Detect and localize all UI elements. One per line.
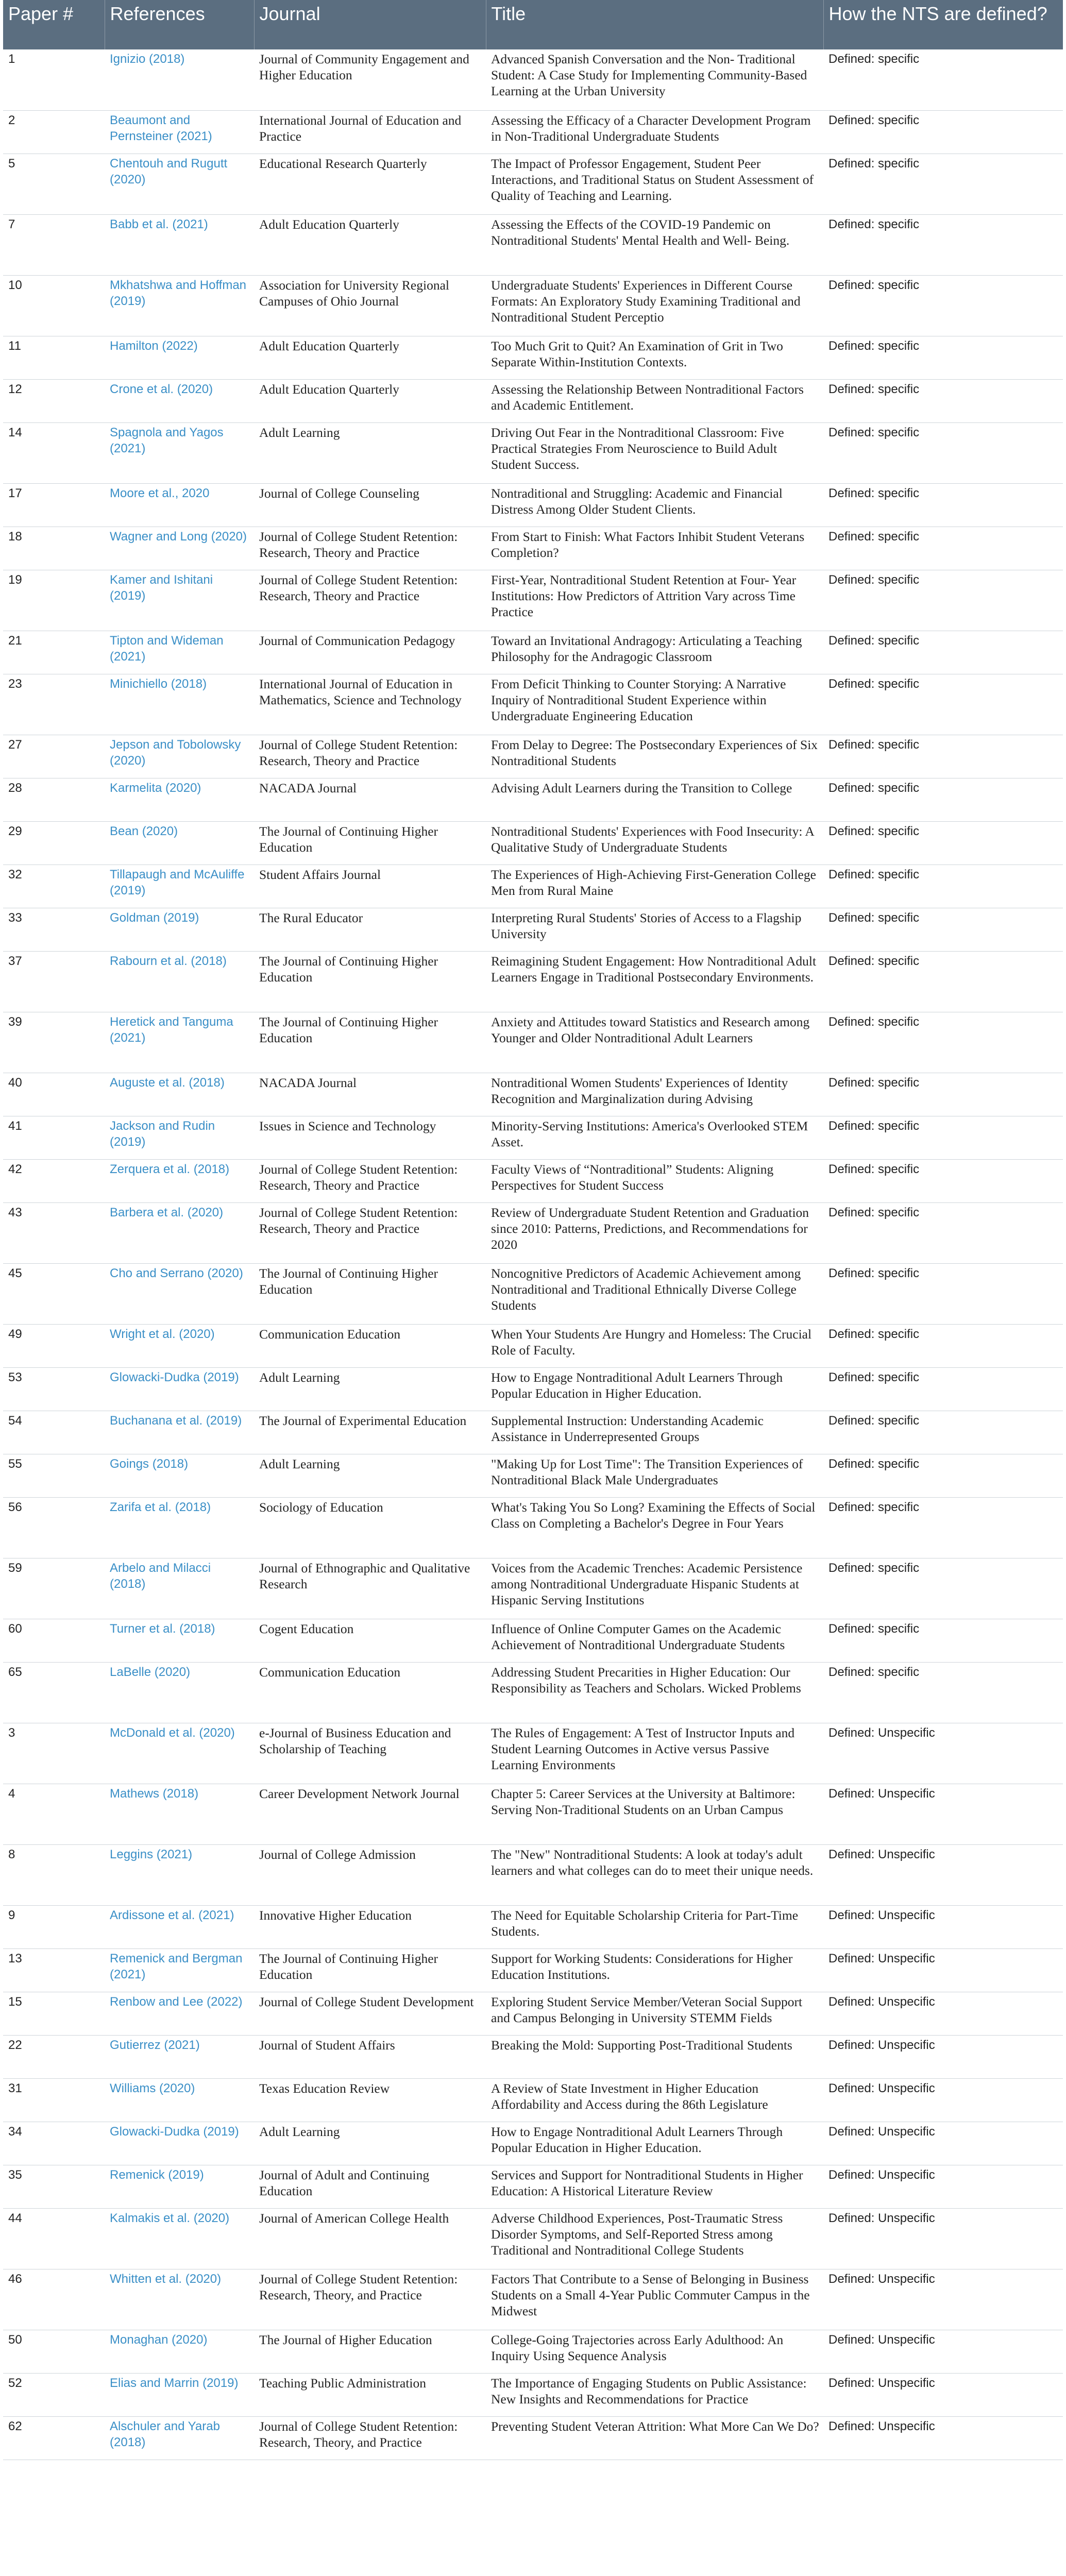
journal-cell: Journal of College Student Retention: Research, Theory and Practice: [254, 1159, 486, 1202]
reference-link[interactable]: Zerquera et al. (2018): [105, 1159, 254, 1202]
nts-definition-cell: Defined: specific: [823, 1263, 1063, 1324]
reference-link[interactable]: Mathews (2018): [105, 1784, 254, 1844]
paper-number-cell: 2: [3, 110, 105, 154]
table-row: [3, 865, 1063, 908]
reference-link[interactable]: Zarifa et al. (2018): [105, 1497, 254, 1558]
paper-number-cell: 3: [3, 1723, 105, 1784]
reference-link[interactable]: Renbow and Lee (2022): [105, 1992, 254, 2035]
title-cell: Undergraduate Students' Experiences in Different Course Formats: An Exploratory Study Examining Traditional and Nontraditional Student Perceptio: [486, 275, 823, 336]
paper-number-cell: 1: [3, 49, 105, 110]
nts-definition-cell: Defined: Unspecific: [823, 2416, 1063, 2460]
reference-link[interactable]: Glowacki-Dudka (2019): [105, 1367, 254, 1411]
title-cell: Advising Adult Learners during the Transition to College: [486, 778, 823, 821]
paper-number-cell: 31: [3, 2078, 105, 2122]
journal-cell: Journal of American College Health: [254, 2208, 486, 2269]
table-row: [3, 2078, 1063, 2122]
nts-definition-cell: Defined: Unspecific: [823, 2035, 1063, 2078]
paper-number-cell: 11: [3, 336, 105, 379]
table-row: [3, 778, 1063, 821]
header-journal: Journal: [254, 0, 486, 49]
paper-number-cell: 14: [3, 422, 105, 483]
table-row: [3, 1411, 1063, 1454]
table-row: [3, 821, 1063, 865]
nts-definition-cell: Defined: specific: [823, 570, 1063, 631]
title-cell: How to Engage Nontraditional Adult Learners Through Popular Education in Higher Education.: [486, 2122, 823, 2165]
title-cell: The "New" Nontraditional Students: A look at today's adult learners and what colleges can do to meet their unique needs.: [486, 1844, 823, 1905]
title-cell: Faculty Views of “Nontraditional” Students: Aligning Perspectives for Student Success: [486, 1159, 823, 1202]
title-cell: Breaking the Mold: Supporting Post-Traditional Students: [486, 2035, 823, 2078]
journal-cell: Journal of College Student Retention: Research, Theory, and Practice: [254, 2416, 486, 2460]
table-row: [3, 2416, 1063, 2460]
paper-number-cell: 21: [3, 631, 105, 674]
title-cell: A Review of State Investment in Higher Education Affordability and Access during the 86th Legislature: [486, 2078, 823, 2122]
nts-definition-cell: Defined: Unspecific: [823, 2078, 1063, 2122]
title-cell: Influence of Online Computer Games on the Academic Achievement of Nontraditional Undergraduate Students: [486, 1619, 823, 1662]
paper-number-cell: 5: [3, 154, 105, 214]
title-cell: First-Year, Nontraditional Student Retention at Four- Year Institutions: How Predictors of Attrition Vary across Time Practice: [486, 570, 823, 631]
title-cell: Support for Working Students: Considerations for Higher Education Institutions.: [486, 1948, 823, 1992]
table-row: [3, 1116, 1063, 1159]
title-cell: Assessing the Efficacy of a Character Development Program in Non-Traditional Undergraduate Students: [486, 110, 823, 154]
journal-cell: Student Affairs Journal: [254, 865, 486, 908]
journal-cell: Journal of College Counseling: [254, 483, 486, 527]
title-cell: Anxiety and Attitudes toward Statistics and Research among Younger and Older Nontraditional Adult Learners: [486, 1012, 823, 1073]
nts-definition-cell: Defined: specific: [823, 422, 1063, 483]
paper-number-cell: 35: [3, 2165, 105, 2208]
nts-definition-cell: Defined: specific: [823, 674, 1063, 735]
paper-number-cell: 17: [3, 483, 105, 527]
nts-definition-cell: Defined: specific: [823, 379, 1063, 422]
table-row: [3, 1619, 1063, 1662]
journal-cell: Journal of Student Affairs: [254, 2035, 486, 2078]
reference-link[interactable]: Remenick and Bergman (2021): [105, 1948, 254, 1992]
table-row: [3, 214, 1063, 275]
title-cell: The Rules of Engagement: A Test of Instructor Inputs and Student Learning Outcomes in Active versus Passive Learning Environments: [486, 1723, 823, 1784]
table-row: [3, 2208, 1063, 2269]
reference-link[interactable]: Crone et al. (2020): [105, 379, 254, 422]
journal-cell: Journal of Communication Pedagogy: [254, 631, 486, 674]
paper-number-cell: 13: [3, 1948, 105, 1992]
paper-number-cell: 15: [3, 1992, 105, 2035]
table-row: [3, 1263, 1063, 1324]
table-row: [3, 49, 1063, 110]
journal-cell: Adult Learning: [254, 2122, 486, 2165]
table-row: [3, 1012, 1063, 1073]
journal-cell: Adult Education Quarterly: [254, 214, 486, 275]
table-row: [3, 1202, 1063, 1263]
table-row: [3, 422, 1063, 483]
reference-link[interactable]: Auguste et al. (2018): [105, 1073, 254, 1116]
title-cell: From Deficit Thinking to Counter Storying: A Narrative Inquiry of Nontraditional Student Experience within Undergraduate Engineering Education: [486, 674, 823, 735]
title-cell: Driving Out Fear in the Nontraditional Classroom: Five Practical Strategies From Neuroscience to Build Adult Student Success.: [486, 422, 823, 483]
paper-number-cell: 40: [3, 1073, 105, 1116]
title-cell: The Need for Equitable Scholarship Criteria for Part-Time Students.: [486, 1905, 823, 1948]
table-row: [3, 154, 1063, 214]
title-cell: Toward an Invitational Andragogy: Articulating a Teaching Philosophy for the Andragogic Classroom: [486, 631, 823, 674]
table-row: [3, 1159, 1063, 1202]
title-cell: Too Much Grit to Quit? An Examination of Grit in Two Separate Within-Institution Contexts.: [486, 336, 823, 379]
table-row: [3, 1662, 1063, 1723]
nts-definition-cell: Defined: specific: [823, 951, 1063, 1012]
table-row: [3, 1992, 1063, 2035]
reference-link[interactable]: Goings (2018): [105, 1454, 254, 1497]
journal-cell: Adult Education Quarterly: [254, 379, 486, 422]
header-paper-number: Paper #: [3, 0, 105, 49]
paper-number-cell: 10: [3, 275, 105, 336]
title-cell: Minority-Serving Institutions: America's Overlooked STEM Asset.: [486, 1116, 823, 1159]
title-cell: Adverse Childhood Experiences, Post-Traumatic Stress Disorder Symptoms, and Self-Reported Stress among Traditional and Nontraditional College Students: [486, 2208, 823, 2269]
reference-link[interactable]: Karmelita (2020): [105, 778, 254, 821]
nts-definition-cell: Defined: Unspecific: [823, 2122, 1063, 2165]
journal-cell: Journal of Adult and Continuing Education: [254, 2165, 486, 2208]
paper-number-cell: 49: [3, 1324, 105, 1367]
journal-cell: Cogent Education: [254, 1619, 486, 1662]
paper-number-cell: 7: [3, 214, 105, 275]
title-cell: Interpreting Rural Students' Stories of Access to a Flagship University: [486, 908, 823, 951]
reference-link[interactable]: Heretick and Tanguma (2021): [105, 1012, 254, 1073]
table-row: [3, 275, 1063, 336]
paper-number-cell: 60: [3, 1619, 105, 1662]
table-row: [3, 2269, 1063, 2330]
reference-link[interactable]: Mkhatshwa and Hoffman (2019): [105, 275, 254, 336]
reference-link[interactable]: Cho and Serrano (2020): [105, 1263, 254, 1324]
nts-definition-cell: Defined: specific: [823, 735, 1063, 778]
title-cell: Nontraditional and Struggling: Academic and Financial Distress Among Older Student Clients.: [486, 483, 823, 527]
paper-number-cell: 12: [3, 379, 105, 422]
table-row: [3, 2165, 1063, 2208]
title-cell: Assessing the Relationship Between Nontraditional Factors and Academic Entitlement.: [486, 379, 823, 422]
journal-cell: Journal of College Student Development: [254, 1992, 486, 2035]
paper-number-cell: 29: [3, 821, 105, 865]
nts-definition-cell: Defined: specific: [823, 821, 1063, 865]
nts-definition-cell: Defined: Unspecific: [823, 1723, 1063, 1784]
journal-cell: Association for University Regional Campuses of Ohio Journal: [254, 275, 486, 336]
title-cell: Services and Support for Nontraditional Students in Higher Education: A Historical Literature Review: [486, 2165, 823, 2208]
table-row: [3, 2373, 1063, 2416]
nts-definition-cell: Defined: specific: [823, 1411, 1063, 1454]
reference-link[interactable]: Jepson and Tobolowsky (2020): [105, 735, 254, 778]
title-cell: Assessing the Effects of the COVID-19 Pandemic on Nontraditional Students' Mental Health and Well- Being.: [486, 214, 823, 275]
paper-number-cell: 54: [3, 1411, 105, 1454]
paper-number-cell: 22: [3, 2035, 105, 2078]
paper-number-cell: 65: [3, 1662, 105, 1723]
title-cell: When Your Students Are Hungry and Homeless: The Crucial Role of Faculty.: [486, 1324, 823, 1367]
title-cell: Noncognitive Predictors of Academic Achievement among Nontraditional and Traditional Ethnically Diverse College Students: [486, 1263, 823, 1324]
table-row: [3, 1454, 1063, 1497]
reference-link[interactable]: Moore et al., 2020: [105, 483, 254, 527]
header-title: Title: [486, 0, 823, 49]
nts-definition-cell: Defined: specific: [823, 1202, 1063, 1263]
table-row: [3, 735, 1063, 778]
reference-link[interactable]: Alschuler and Yarab (2018): [105, 2416, 254, 2460]
reference-link[interactable]: Chentouh and Rugutt (2020): [105, 154, 254, 214]
reference-link[interactable]: Buchanana et al. (2019): [105, 1411, 254, 1454]
table-row: [3, 1324, 1063, 1367]
table-row: [3, 908, 1063, 951]
reference-link[interactable]: Elias and Marrin (2019): [105, 2373, 254, 2416]
table-row: [3, 1948, 1063, 1992]
paper-number-cell: 56: [3, 1497, 105, 1558]
paper-number-cell: 55: [3, 1454, 105, 1497]
reference-link[interactable]: Arbelo and Milacci (2018): [105, 1558, 254, 1619]
paper-number-cell: 41: [3, 1116, 105, 1159]
table-row: [3, 2122, 1063, 2165]
table-row: [3, 2035, 1063, 2078]
reference-link[interactable]: Babb et al. (2021): [105, 214, 254, 275]
paper-number-cell: 8: [3, 1844, 105, 1905]
table-row: [3, 1073, 1063, 1116]
nts-definition-cell: Defined: specific: [823, 1367, 1063, 1411]
title-cell: "Making Up for Lost Time": The Transition Experiences of Nontraditional Black Male Undergraduates: [486, 1454, 823, 1497]
paper-number-cell: 23: [3, 674, 105, 735]
nts-definition-cell: Defined: specific: [823, 1159, 1063, 1202]
title-cell: The Impact of Professor Engagement, Student Peer Interactions, and Traditional Status on Student Assessment of Quality of Teaching and Learning.: [486, 154, 823, 214]
journal-cell: Adult Learning: [254, 422, 486, 483]
header-nts-definition: How the NTS are defined?: [823, 0, 1063, 49]
paper-number-cell: 37: [3, 951, 105, 1012]
journal-cell: e-Journal of Business Education and Scholarship of Teaching: [254, 1723, 486, 1784]
title-cell: Reimagining Student Engagement: How Nontraditional Adult Learners Engage in Traditional Postsecondary Environments.: [486, 951, 823, 1012]
journal-cell: Journal of Community Engagement and Higher Education: [254, 49, 486, 110]
table-row: [3, 570, 1063, 631]
nts-definition-cell: Defined: specific: [823, 336, 1063, 379]
table-row: [3, 1558, 1063, 1619]
journal-cell: NACADA Journal: [254, 1073, 486, 1116]
reference-link[interactable]: Barbera et al. (2020): [105, 1202, 254, 1263]
title-cell: The Importance of Engaging Students on Public Assistance: New Insights and Recommendations for Practice: [486, 2373, 823, 2416]
nts-definition-cell: Defined: specific: [823, 1324, 1063, 1367]
journal-cell: Journal of Ethnographic and Qualitative Research: [254, 1558, 486, 1619]
table-row: [3, 336, 1063, 379]
nts-definition-cell: Defined: specific: [823, 1497, 1063, 1558]
paper-number-cell: 18: [3, 527, 105, 570]
table-row: [3, 483, 1063, 527]
nts-definition-cell: Defined: specific: [823, 154, 1063, 214]
title-cell: Advanced Spanish Conversation and the Non- Traditional Student: A Case Study for Implementing Community-Based Learning at the Urban University: [486, 49, 823, 110]
paper-number-cell: 62: [3, 2416, 105, 2460]
journal-cell: The Journal of Continuing Higher Education: [254, 1948, 486, 1992]
reference-link[interactable]: Glowacki-Dudka (2019): [105, 2122, 254, 2165]
journal-cell: Journal of College Admission: [254, 1844, 486, 1905]
nts-definition-cell: Defined: specific: [823, 527, 1063, 570]
reference-link[interactable]: Tipton and Wideman (2021): [105, 631, 254, 674]
table-row: [3, 951, 1063, 1012]
nts-definition-cell: Defined: Unspecific: [823, 1992, 1063, 2035]
nts-definition-cell: Defined: specific: [823, 110, 1063, 154]
title-cell: The Experiences of High-Achieving First-Generation College Men from Rural Maine: [486, 865, 823, 908]
reference-link[interactable]: Gutierrez (2021): [105, 2035, 254, 2078]
nts-definition-cell: Defined: specific: [823, 214, 1063, 275]
table-row: [3, 1905, 1063, 1948]
paper-number-cell: 27: [3, 735, 105, 778]
reference-link[interactable]: Minichiello (2018): [105, 674, 254, 735]
nts-definition-cell: Defined: specific: [823, 1454, 1063, 1497]
title-cell: From Start to Finish: What Factors Inhibit Student Veterans Completion?: [486, 527, 823, 570]
reference-link[interactable]: Ardissone et al. (2021): [105, 1905, 254, 1948]
nts-definition-cell: Defined: Unspecific: [823, 1905, 1063, 1948]
table-row: [3, 2330, 1063, 2373]
nts-definition-cell: Defined: Unspecific: [823, 2373, 1063, 2416]
nts-definition-cell: Defined: Unspecific: [823, 2269, 1063, 2330]
journal-cell: Career Development Network Journal: [254, 1784, 486, 1844]
journal-cell: The Rural Educator: [254, 908, 486, 951]
paper-number-cell: 33: [3, 908, 105, 951]
table-row: [3, 1844, 1063, 1905]
title-cell: College-Going Trajectories across Early Adulthood: An Inquiry Using Sequence Analysis: [486, 2330, 823, 2373]
journal-cell: Journal of College Student Retention: Research, Theory and Practice: [254, 570, 486, 631]
paper-number-cell: 4: [3, 1784, 105, 1844]
reference-link[interactable]: Hamilton (2022): [105, 336, 254, 379]
title-cell: Nontraditional Students' Experiences with Food Insecurity: A Qualitative Study of Undergraduate Students: [486, 821, 823, 865]
journal-cell: Journal of College Student Retention: Research, Theory, and Practice: [254, 2269, 486, 2330]
reference-link[interactable]: Whitten et al. (2020): [105, 2269, 254, 2330]
reference-link[interactable]: Ignizio (2018): [105, 49, 254, 110]
title-cell: Exploring Student Service Member/Veteran Social Support and Campus Belonging in University STEMM Fields: [486, 1992, 823, 2035]
paper-number-cell: 53: [3, 1367, 105, 1411]
paper-number-cell: 44: [3, 2208, 105, 2269]
nts-definition-cell: Defined: specific: [823, 1073, 1063, 1116]
table-row: [3, 1497, 1063, 1558]
nts-definition-cell: Defined: specific: [823, 483, 1063, 527]
nts-definition-cell: Defined: Unspecific: [823, 1844, 1063, 1905]
paper-number-cell: 42: [3, 1159, 105, 1202]
nts-definition-cell: Defined: specific: [823, 778, 1063, 821]
nts-definition-cell: Defined: specific: [823, 49, 1063, 110]
title-cell: Voices from the Academic Trenches: Academic Persistence among Nontraditional Undergraduate Hispanic Students at Hispanic Serving Institutions: [486, 1558, 823, 1619]
nts-definition-cell: Defined: specific: [823, 865, 1063, 908]
paper-number-cell: 45: [3, 1263, 105, 1324]
reference-link[interactable]: Bean (2020): [105, 821, 254, 865]
paper-number-cell: 9: [3, 1905, 105, 1948]
journal-cell: Journal of College Student Retention: Research, Theory and Practice: [254, 527, 486, 570]
title-cell: Factors That Contribute to a Sense of Belonging in Business Students on a Small 4-Year Public Commuter Campus in the Midwest: [486, 2269, 823, 2330]
journal-cell: The Journal of Continuing Higher Education: [254, 1012, 486, 1073]
table-row: [3, 1723, 1063, 1784]
reference-link[interactable]: Williams (2020): [105, 2078, 254, 2122]
paper-number-cell: 52: [3, 2373, 105, 2416]
table-row: [3, 1784, 1063, 1844]
reference-link[interactable]: Remenick (2019): [105, 2165, 254, 2208]
table-body: [3, 49, 1063, 2460]
journal-cell: Communication Education: [254, 1662, 486, 1723]
journal-cell: Adult Learning: [254, 1367, 486, 1411]
reference-link[interactable]: Leggins (2021): [105, 1844, 254, 1905]
journal-cell: NACADA Journal: [254, 778, 486, 821]
reference-link[interactable]: Monaghan (2020): [105, 2330, 254, 2373]
journal-cell: Adult Education Quarterly: [254, 336, 486, 379]
reference-link[interactable]: Beaumont and Pernsteiner (2021): [105, 110, 254, 154]
table-header-row: [3, 0, 1063, 49]
reference-link[interactable]: Goldman (2019): [105, 908, 254, 951]
journal-cell: Teaching Public Administration: [254, 2373, 486, 2416]
journal-cell: Adult Learning: [254, 1454, 486, 1497]
nts-definition-cell: Defined: Unspecific: [823, 2330, 1063, 2373]
nts-definition-cell: Defined: Unspecific: [823, 2208, 1063, 2269]
paper-number-cell: 28: [3, 778, 105, 821]
nts-definition-cell: Defined: specific: [823, 1662, 1063, 1723]
paper-number-cell: 32: [3, 865, 105, 908]
table-row: [3, 631, 1063, 674]
reference-link[interactable]: Jackson and Rudin (2019): [105, 1116, 254, 1159]
reference-link[interactable]: McDonald et al. (2020): [105, 1723, 254, 1784]
title-cell: Chapter 5: Career Services at the University at Baltimore: Serving Non-Traditional Students on an Urban Campus: [486, 1784, 823, 1844]
reference-link[interactable]: Wright et al. (2020): [105, 1324, 254, 1367]
journal-cell: Sociology of Education: [254, 1497, 486, 1558]
title-cell: From Delay to Degree: The Postsecondary Experiences of Six Nontraditional Students: [486, 735, 823, 778]
header-references: References: [105, 0, 254, 49]
title-cell: Supplemental Instruction: Understanding Academic Assistance in Underrepresented Groups: [486, 1411, 823, 1454]
nts-definition-cell: Defined: Unspecific: [823, 2165, 1063, 2208]
table-row: [3, 674, 1063, 735]
reference-link[interactable]: Kalmakis et al. (2020): [105, 2208, 254, 2269]
title-cell: Preventing Student Veteran Attrition: What More Can We Do?: [486, 2416, 823, 2460]
reference-link[interactable]: Turner et al. (2018): [105, 1619, 254, 1662]
table-row: [3, 527, 1063, 570]
paper-number-cell: 43: [3, 1202, 105, 1263]
paper-number-cell: 39: [3, 1012, 105, 1073]
nts-definition-cell: Defined: Unspecific: [823, 1948, 1063, 1992]
title-cell: Nontraditional Women Students' Experiences of Identity Recognition and Marginalization during Advising: [486, 1073, 823, 1116]
journal-cell: Educational Research Quarterly: [254, 154, 486, 214]
nts-definition-cell: Defined: specific: [823, 1116, 1063, 1159]
title-cell: How to Engage Nontraditional Adult Learners Through Popular Education in Higher Education.: [486, 1367, 823, 1411]
reference-link[interactable]: Wagner and Long (2020): [105, 527, 254, 570]
journal-cell: Journal of College Student Retention: Research, Theory and Practice: [254, 1202, 486, 1263]
paper-number-cell: 59: [3, 1558, 105, 1619]
journal-cell: The Journal of Experimental Education: [254, 1411, 486, 1454]
journal-cell: International Journal of Education in Mathematics, Science and Technology: [254, 674, 486, 735]
table-row: [3, 1367, 1063, 1411]
table-row: [3, 379, 1063, 422]
journal-cell: Communication Education: [254, 1324, 486, 1367]
paper-number-cell: 50: [3, 2330, 105, 2373]
journal-cell: Texas Education Review: [254, 2078, 486, 2122]
paper-number-cell: 34: [3, 2122, 105, 2165]
title-cell: Review of Undergraduate Student Retention and Graduation since 2010: Patterns, Predictions, and Recommendations for 2020: [486, 1202, 823, 1263]
nts-definition-cell: Defined: specific: [823, 275, 1063, 336]
journal-cell: Journal of College Student Retention: Research, Theory and Practice: [254, 735, 486, 778]
reference-link[interactable]: Tillapaugh and McAuliffe (2019): [105, 865, 254, 908]
journal-cell: The Journal of Continuing Higher Education: [254, 951, 486, 1012]
reference-link[interactable]: LaBelle (2020): [105, 1662, 254, 1723]
title-cell: Addressing Student Precarities in Higher Education: Our Responsibility as Teachers and Scholars. Wicked Problems: [486, 1662, 823, 1723]
paper-number-cell: 19: [3, 570, 105, 631]
journal-cell: International Journal of Education and Practice: [254, 110, 486, 154]
journal-cell: Issues in Science and Technology: [254, 1116, 486, 1159]
reference-link[interactable]: Spagnola and Yagos (2021): [105, 422, 254, 483]
journal-cell: The Journal of Higher Education: [254, 2330, 486, 2373]
journal-cell: The Journal of Continuing Higher Education: [254, 821, 486, 865]
nts-definition-cell: Defined: specific: [823, 908, 1063, 951]
title-cell: What's Taking You So Long? Examining the Effects of Social Class on Completing a Bachelor's Degree in Four Years: [486, 1497, 823, 1558]
nts-definition-cell: Defined: specific: [823, 631, 1063, 674]
nts-definition-cell: Defined: specific: [823, 1619, 1063, 1662]
nts-definition-cell: Defined: Unspecific: [823, 1784, 1063, 1844]
nts-definition-cell: Defined: specific: [823, 1012, 1063, 1073]
reference-link[interactable]: Kamer and Ishitani (2019): [105, 570, 254, 631]
reference-link[interactable]: Rabourn et al. (2018): [105, 951, 254, 1012]
references-table: [3, 0, 1063, 2460]
journal-cell: The Journal of Continuing Higher Education: [254, 1263, 486, 1324]
nts-definition-cell: Defined: specific: [823, 1558, 1063, 1619]
table-row: [3, 110, 1063, 154]
journal-cell: Innovative Higher Education: [254, 1905, 486, 1948]
paper-number-cell: 46: [3, 2269, 105, 2330]
